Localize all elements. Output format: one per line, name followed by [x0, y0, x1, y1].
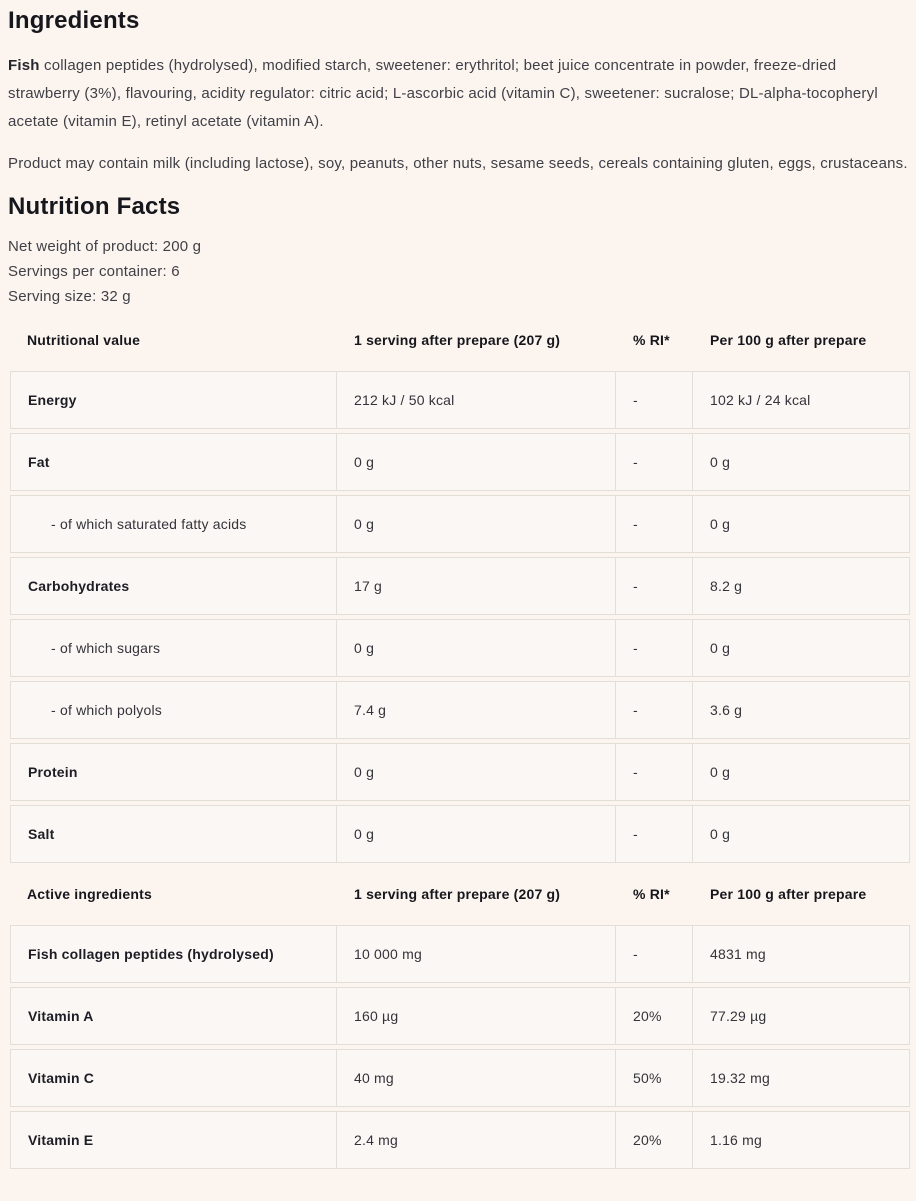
row-label: - of which polyols: [10, 681, 337, 739]
per-100g-value: 0 g: [693, 433, 910, 491]
table-row: [10, 1111, 910, 1169]
ri-value: -: [616, 433, 693, 491]
header-per-100g-column: Per 100 g after prepare: [710, 886, 867, 902]
row-label: Salt: [10, 805, 337, 863]
per-100g-value: 0 g: [693, 619, 910, 677]
serving-value: 212 kJ / 50 kcal: [337, 371, 616, 429]
ri-value: -: [616, 681, 693, 739]
serving-value: 0 g: [337, 433, 616, 491]
serving-value: 0 g: [337, 743, 616, 801]
ri-value: -: [616, 619, 693, 677]
per-100g-value: 8.2 g: [693, 557, 910, 615]
header-label-column: Nutritional value: [27, 332, 141, 348]
ri-value: -: [616, 805, 693, 863]
active-ingredients-header-row: [10, 867, 910, 921]
ri-value: -: [616, 371, 693, 429]
nutritional-value-header-row: [10, 313, 910, 367]
row-label: Vitamin A: [10, 987, 337, 1045]
row-label: - of which sugars: [10, 619, 337, 677]
ri-value: -: [616, 743, 693, 801]
table-row: [10, 371, 910, 429]
per-100g-value: 0 g: [693, 743, 910, 801]
serving-value: 7.4 g: [337, 681, 616, 739]
header-per-100g-column: Per 100 g after prepare: [710, 332, 867, 348]
header-label-column: Active ingredients: [27, 886, 152, 902]
table-row: [10, 743, 910, 801]
net-weight-line: Net weight of product: 200 g: [8, 238, 202, 255]
row-label: Protein: [10, 743, 337, 801]
serving-value: 10 000 mg: [337, 925, 616, 983]
per-100g-value: 0 g: [693, 805, 910, 863]
row-label: Vitamin C: [10, 1049, 337, 1107]
table-row: [10, 433, 910, 491]
ri-value: 50%: [616, 1049, 693, 1107]
serving-value: 0 g: [337, 619, 616, 677]
table-row: [10, 681, 910, 739]
allergen-paragraph: Product may contain milk (including lactose), soy, peanuts, other nuts, sesame seeds, cereals containing gluten, eggs, crustaceans.: [8, 155, 908, 172]
serving-info-block: [8, 234, 908, 309]
per-100g-value: 102 kJ / 24 kcal: [693, 371, 910, 429]
row-label: Energy: [10, 371, 337, 429]
ri-value: -: [616, 495, 693, 553]
per-100g-value: 77.29 µg: [693, 987, 910, 1045]
serving-value: 2.4 mg: [337, 1111, 616, 1169]
serving-value: 160 µg: [337, 987, 616, 1045]
header-ri-column: % RI*: [633, 886, 670, 902]
nutrition-table-body: [10, 313, 910, 1169]
table-row: [10, 987, 910, 1045]
header-ri-column: % RI*: [633, 332, 670, 348]
per-100g-value: 0 g: [693, 495, 910, 553]
composition-text: collagen peptides (hydrolysed), modified starch, sweetener: erythritol; beet juice concentrate in powder, freeze-dried strawberry (3%), flavouring, acidity regulator: citric acid; L-ascorbic acid (vitamin C), sweetener: sucralose; DL-alpha-tocopheryl acetate (vitamin E), retinyl acetate (vitamin A).: [8, 57, 878, 130]
table-row: [10, 495, 910, 553]
ri-value: 20%: [616, 987, 693, 1045]
ri-value: -: [616, 925, 693, 983]
table-row: [10, 619, 910, 677]
composition-paragraph: [8, 52, 908, 136]
row-label: Fish collagen peptides (hydrolysed): [10, 925, 337, 983]
header-serving-column: 1 serving after prepare (207 g): [354, 332, 561, 348]
ri-value: -: [616, 557, 693, 615]
ingredients-title: Ingredients: [8, 7, 140, 34]
table-row: [10, 1049, 910, 1107]
nutrition-facts-title: Nutrition Facts: [8, 193, 181, 220]
header-serving-column: 1 serving after prepare (207 g): [354, 886, 561, 902]
row-label: Vitamin E: [10, 1111, 337, 1169]
serving-value: 40 mg: [337, 1049, 616, 1107]
serving-size-line: Serving size: 32 g: [8, 288, 131, 305]
table-row: [10, 557, 910, 615]
row-label: - of which saturated fatty acids: [10, 495, 337, 553]
serving-value: 0 g: [337, 805, 616, 863]
table-row: [10, 925, 910, 983]
serving-value: 0 g: [337, 495, 616, 553]
composition-bold-word: Fish: [8, 57, 40, 74]
servings-per-container-line: Servings per container: 6: [8, 263, 180, 280]
per-100g-value: 3.6 g: [693, 681, 910, 739]
table-row: [10, 805, 910, 863]
per-100g-value: 1.16 mg: [693, 1111, 910, 1169]
row-label: Carbohydrates: [10, 557, 337, 615]
row-label: Fat: [10, 433, 337, 491]
ri-value: 20%: [616, 1111, 693, 1169]
per-100g-value: 19.32 mg: [693, 1049, 910, 1107]
nutrition-table: [10, 309, 910, 1173]
per-100g-value: 4831 mg: [693, 925, 910, 983]
serving-value: 17 g: [337, 557, 616, 615]
